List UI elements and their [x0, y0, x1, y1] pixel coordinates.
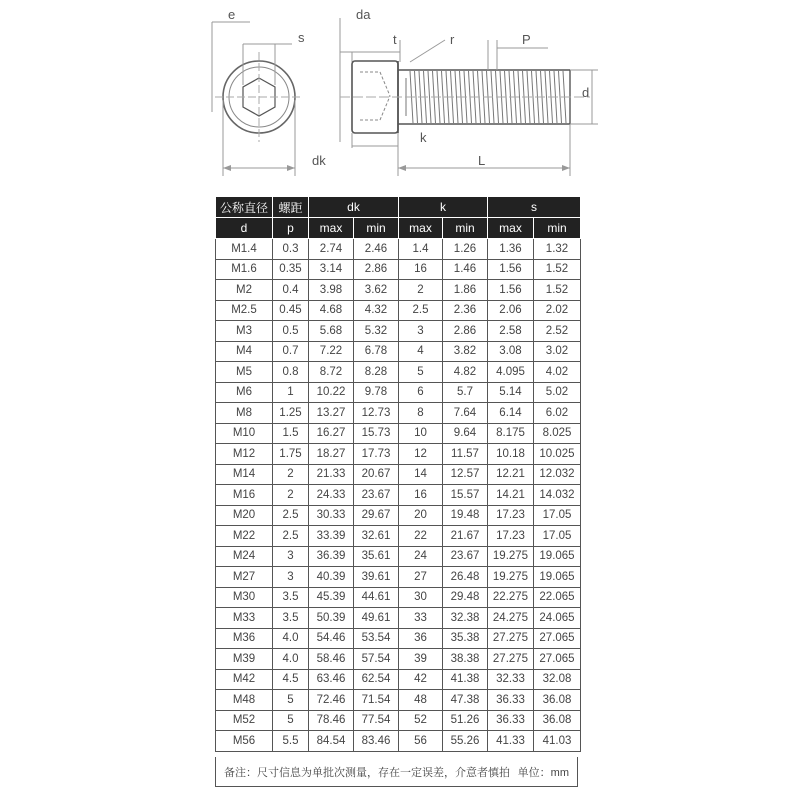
subheader-dk-max: max — [309, 218, 354, 239]
cell-k-min: 51.26 — [443, 710, 488, 731]
cell-dk-min: 12.73 — [354, 403, 399, 424]
cell-k-max: 27 — [399, 567, 443, 588]
cell-s-min: 10.025 — [534, 444, 581, 465]
table-row — [216, 731, 581, 752]
cell-d: M14 — [216, 464, 273, 485]
cell-dk-min: 8.28 — [354, 362, 399, 383]
subheader-s-max: max — [488, 218, 534, 239]
cell-d: M36 — [216, 628, 273, 649]
cell-s-max: 12.21 — [488, 464, 534, 485]
cell-dk-max: 45.39 — [309, 587, 354, 608]
cell-dk-max: 7.22 — [309, 341, 354, 362]
cell-s-max: 19.275 — [488, 546, 534, 567]
cell-k-max: 2.5 — [399, 300, 443, 321]
cell-dk-max: 10.22 — [309, 382, 354, 403]
cell-dk-min: 49.61 — [354, 608, 399, 629]
cell-p: 0.4 — [273, 280, 309, 301]
cell-p: 1 — [273, 382, 309, 403]
label-k: k — [420, 130, 427, 145]
header-s: s — [488, 197, 581, 218]
cell-s-min: 14.032 — [534, 485, 581, 506]
cell-s-max: 22.275 — [488, 587, 534, 608]
cell-s-min: 1.52 — [534, 280, 581, 301]
table-row — [216, 567, 581, 588]
table-row — [216, 321, 581, 342]
cell-d: M33 — [216, 608, 273, 629]
cell-s-max: 2.58 — [488, 321, 534, 342]
cell-p: 0.45 — [273, 300, 309, 321]
header-nominal-diameter: 公称直径 — [216, 197, 273, 218]
table-row — [216, 587, 581, 608]
table-row — [216, 444, 581, 465]
cell-dk-min: 2.46 — [354, 239, 399, 260]
cell-dk-max: 30.33 — [309, 505, 354, 526]
cell-dk-max: 16.27 — [309, 423, 354, 444]
cell-dk-min: 9.78 — [354, 382, 399, 403]
cell-s-min: 3.02 — [534, 341, 581, 362]
cell-dk-max: 3.98 — [309, 280, 354, 301]
table-row — [216, 239, 581, 260]
cell-p: 2.5 — [273, 505, 309, 526]
cell-s-min: 2.52 — [534, 321, 581, 342]
cell-k-max: 56 — [399, 731, 443, 752]
cell-dk-max: 4.68 — [309, 300, 354, 321]
cell-k-max: 24 — [399, 546, 443, 567]
cell-dk-max: 33.39 — [309, 526, 354, 547]
cell-d: M2.5 — [216, 300, 273, 321]
cell-k-max: 6 — [399, 382, 443, 403]
cell-s-min: 2.02 — [534, 300, 581, 321]
cell-dk-min: 23.67 — [354, 485, 399, 506]
cell-p: 2.5 — [273, 526, 309, 547]
cell-dk-max: 24.33 — [309, 485, 354, 506]
table-row — [216, 300, 581, 321]
label-dk: dk — [312, 153, 326, 168]
cell-dk-max: 3.14 — [309, 259, 354, 280]
cell-d: M39 — [216, 649, 273, 670]
cell-p: 1.25 — [273, 403, 309, 424]
cell-dk-max: 78.46 — [309, 710, 354, 731]
cell-p: 5 — [273, 710, 309, 731]
cell-s-min: 6.02 — [534, 403, 581, 424]
cell-k-max: 36 — [399, 628, 443, 649]
cell-d: M22 — [216, 526, 273, 547]
cell-s-min: 27.065 — [534, 628, 581, 649]
cell-d: M30 — [216, 587, 273, 608]
table-row — [216, 505, 581, 526]
cell-k-max: 16 — [399, 259, 443, 280]
cell-p: 3 — [273, 567, 309, 588]
cell-dk-max: 63.46 — [309, 669, 354, 690]
cell-k-min: 5.7 — [443, 382, 488, 403]
cell-dk-max: 72.46 — [309, 690, 354, 711]
cell-p: 5 — [273, 690, 309, 711]
cell-s-max: 8.175 — [488, 423, 534, 444]
cell-k-max: 4 — [399, 341, 443, 362]
cell-d: M1.6 — [216, 259, 273, 280]
cell-k-max: 20 — [399, 505, 443, 526]
cell-k-max: 8 — [399, 403, 443, 424]
table-row — [216, 464, 581, 485]
cell-d: M20 — [216, 505, 273, 526]
cell-k-min: 11.57 — [443, 444, 488, 465]
cell-d: M56 — [216, 731, 273, 752]
label-s: s — [298, 30, 305, 45]
cell-k-min: 1.86 — [443, 280, 488, 301]
table-row — [216, 280, 581, 301]
cell-dk-min: 20.67 — [354, 464, 399, 485]
cell-dk-max: 8.72 — [309, 362, 354, 383]
cell-d: M4 — [216, 341, 273, 362]
cell-dk-min: 2.86 — [354, 259, 399, 280]
cell-dk-min: 77.54 — [354, 710, 399, 731]
cell-s-min: 41.03 — [534, 731, 581, 752]
cell-dk-max: 50.39 — [309, 608, 354, 629]
cell-dk-min: 6.78 — [354, 341, 399, 362]
cell-k-min: 55.26 — [443, 731, 488, 752]
cell-s-min: 32.08 — [534, 669, 581, 690]
cell-d: M10 — [216, 423, 273, 444]
cell-s-max: 3.08 — [488, 341, 534, 362]
cell-k-min: 26.48 — [443, 567, 488, 588]
subheader-d: d — [216, 218, 273, 239]
subheader-s-min: min — [534, 218, 581, 239]
cell-k-max: 10 — [399, 423, 443, 444]
table-row — [216, 341, 581, 362]
cell-k-min: 7.64 — [443, 403, 488, 424]
cell-p: 2 — [273, 464, 309, 485]
cell-d: M8 — [216, 403, 273, 424]
cell-k-min: 1.26 — [443, 239, 488, 260]
cell-p: 4.5 — [273, 669, 309, 690]
cell-p: 0.7 — [273, 341, 309, 362]
cell-p: 0.3 — [273, 239, 309, 260]
cell-s-max: 1.56 — [488, 259, 534, 280]
cell-dk-min: 29.67 — [354, 505, 399, 526]
table-sub-header-row — [216, 218, 581, 239]
cell-dk-min: 4.32 — [354, 300, 399, 321]
cell-p: 0.8 — [273, 362, 309, 383]
cell-p: 1.5 — [273, 423, 309, 444]
cell-s-max: 17.23 — [488, 505, 534, 526]
table-row — [216, 546, 581, 567]
cell-k-min: 29.48 — [443, 587, 488, 608]
cell-p: 5.5 — [273, 731, 309, 752]
cell-k-min: 3.82 — [443, 341, 488, 362]
cell-k-max: 14 — [399, 464, 443, 485]
cell-d: M1.4 — [216, 239, 273, 260]
cell-s-min: 36.08 — [534, 710, 581, 731]
cell-dk-min: 35.61 — [354, 546, 399, 567]
cell-dk-max: 2.74 — [309, 239, 354, 260]
cell-k-max: 16 — [399, 485, 443, 506]
cell-dk-min: 15.73 — [354, 423, 399, 444]
cell-dk-max: 58.46 — [309, 649, 354, 670]
cell-p: 1.75 — [273, 444, 309, 465]
table-body — [216, 239, 581, 752]
cell-k-max: 5 — [399, 362, 443, 383]
cell-dk-min: 57.54 — [354, 649, 399, 670]
cell-dk-max: 54.46 — [309, 628, 354, 649]
label-e: e — [228, 7, 236, 22]
table-row — [216, 628, 581, 649]
cell-dk-min: 71.54 — [354, 690, 399, 711]
cell-dk-max: 13.27 — [309, 403, 354, 424]
cell-k-min: 9.64 — [443, 423, 488, 444]
cell-dk-min: 5.32 — [354, 321, 399, 342]
cell-s-max: 36.33 — [488, 690, 534, 711]
cell-k-min: 21.67 — [443, 526, 488, 547]
cell-dk-min: 53.54 — [354, 628, 399, 649]
table-row — [216, 669, 581, 690]
cell-dk-max: 5.68 — [309, 321, 354, 342]
subheader-k-min: min — [443, 218, 488, 239]
cell-s-min: 8.025 — [534, 423, 581, 444]
cell-k-max: 52 — [399, 710, 443, 731]
cell-s-min: 22.065 — [534, 587, 581, 608]
cell-s-max: 32.33 — [488, 669, 534, 690]
cell-s-max: 27.275 — [488, 649, 534, 670]
cell-p: 0.35 — [273, 259, 309, 280]
cell-d: M42 — [216, 669, 273, 690]
cell-k-min: 32.38 — [443, 608, 488, 629]
cell-s-max: 17.23 — [488, 526, 534, 547]
cell-k-max: 42 — [399, 669, 443, 690]
cell-s-max: 1.36 — [488, 239, 534, 260]
cell-k-max: 48 — [399, 690, 443, 711]
cell-p: 0.5 — [273, 321, 309, 342]
cell-k-min: 2.36 — [443, 300, 488, 321]
cell-dk-min: 3.62 — [354, 280, 399, 301]
cell-k-min: 23.67 — [443, 546, 488, 567]
label-da: da — [356, 7, 371, 22]
screw-dimension-diagram — [0, 0, 800, 190]
cell-d: M24 — [216, 546, 273, 567]
cell-k-min: 12.57 — [443, 464, 488, 485]
cell-s-max: 4.095 — [488, 362, 534, 383]
cell-dk-max: 18.27 — [309, 444, 354, 465]
unit-text: 单位：mm — [517, 766, 569, 779]
cell-dk-min: 32.61 — [354, 526, 399, 547]
cell-k-max: 22 — [399, 526, 443, 547]
note-text: 备注：尺寸信息为单批次测量，存在一定误差，介意者慎拍 — [224, 766, 510, 779]
cell-s-max: 41.33 — [488, 731, 534, 752]
cell-k-min: 2.86 — [443, 321, 488, 342]
label-r: r — [450, 32, 455, 47]
cell-d: M27 — [216, 567, 273, 588]
cell-k-min: 38.38 — [443, 649, 488, 670]
subheader-k-max: max — [399, 218, 443, 239]
subheader-p: p — [273, 218, 309, 239]
cell-p: 4.0 — [273, 628, 309, 649]
cell-dk-min: 62.54 — [354, 669, 399, 690]
cell-s-max: 24.275 — [488, 608, 534, 629]
table-row — [216, 403, 581, 424]
table-row — [216, 608, 581, 629]
cell-k-max: 39 — [399, 649, 443, 670]
table-row — [216, 423, 581, 444]
cell-d: M48 — [216, 690, 273, 711]
cell-d: M5 — [216, 362, 273, 383]
cell-p: 3 — [273, 546, 309, 567]
table-row — [216, 690, 581, 711]
cell-s-min: 24.065 — [534, 608, 581, 629]
cell-dk-min: 39.61 — [354, 567, 399, 588]
cell-s-min: 36.08 — [534, 690, 581, 711]
cell-d: M52 — [216, 710, 273, 731]
cell-dk-max: 40.39 — [309, 567, 354, 588]
cell-dk-min: 83.46 — [354, 731, 399, 752]
cell-k-max: 2 — [399, 280, 443, 301]
cell-s-min: 5.02 — [534, 382, 581, 403]
cell-d: M12 — [216, 444, 273, 465]
cell-d: M6 — [216, 382, 273, 403]
cell-dk-min: 17.73 — [354, 444, 399, 465]
cell-d: M3 — [216, 321, 273, 342]
cell-dk-max: 21.33 — [309, 464, 354, 485]
cell-s-min: 12.032 — [534, 464, 581, 485]
cell-k-max: 3 — [399, 321, 443, 342]
header-k: k — [399, 197, 488, 218]
cell-k-min: 19.48 — [443, 505, 488, 526]
cell-k-min: 1.46 — [443, 259, 488, 280]
spec-table — [215, 196, 581, 752]
thread-line — [428, 71, 431, 123]
table-row — [216, 362, 581, 383]
table-row — [216, 526, 581, 547]
cell-k-max: 1.4 — [399, 239, 443, 260]
cell-dk-max: 84.54 — [309, 731, 354, 752]
cell-k-max: 33 — [399, 608, 443, 629]
cell-d: M2 — [216, 280, 273, 301]
cell-s-min: 19.065 — [534, 546, 581, 567]
label-d: d — [582, 85, 590, 100]
cell-dk-max: 36.39 — [309, 546, 354, 567]
cell-p: 2 — [273, 485, 309, 506]
label-L: L — [478, 153, 486, 168]
cell-p: 4.0 — [273, 649, 309, 670]
cell-s-max: 2.06 — [488, 300, 534, 321]
cell-k-max: 30 — [399, 587, 443, 608]
cell-s-min: 1.52 — [534, 259, 581, 280]
note-box — [215, 757, 578, 787]
cell-p: 3.5 — [273, 608, 309, 629]
cell-s-max: 19.275 — [488, 567, 534, 588]
cell-s-max: 14.21 — [488, 485, 534, 506]
cell-s-min: 1.32 — [534, 239, 581, 260]
thread-line — [545, 71, 548, 123]
subheader-dk-min: min — [354, 218, 399, 239]
table-row — [216, 649, 581, 670]
cell-s-min: 27.065 — [534, 649, 581, 670]
cell-s-max: 10.18 — [488, 444, 534, 465]
cell-s-max: 27.275 — [488, 628, 534, 649]
cell-k-max: 12 — [399, 444, 443, 465]
header-pitch: 螺距 — [273, 197, 309, 218]
cell-s-max: 5.14 — [488, 382, 534, 403]
cell-p: 3.5 — [273, 587, 309, 608]
table-row — [216, 710, 581, 731]
cell-s-max: 36.33 — [488, 710, 534, 731]
cell-d: M16 — [216, 485, 273, 506]
cell-s-min: 17.05 — [534, 505, 581, 526]
cell-k-min: 35.38 — [443, 628, 488, 649]
cell-s-max: 1.56 — [488, 280, 534, 301]
table-group-header-row — [216, 197, 581, 218]
table-row — [216, 485, 581, 506]
cell-k-min: 41.38 — [443, 669, 488, 690]
label-p: P — [522, 32, 531, 47]
cell-s-max: 6.14 — [488, 403, 534, 424]
cell-dk-min: 44.61 — [354, 587, 399, 608]
cell-k-min: 4.82 — [443, 362, 488, 383]
table-row — [216, 259, 581, 280]
label-t: t — [393, 32, 397, 47]
cell-s-min: 4.02 — [534, 362, 581, 383]
cell-s-min: 19.065 — [534, 567, 581, 588]
cell-k-min: 47.38 — [443, 690, 488, 711]
header-dk: dk — [309, 197, 399, 218]
cell-k-min: 15.57 — [443, 485, 488, 506]
cell-s-min: 17.05 — [534, 526, 581, 547]
table-row — [216, 382, 581, 403]
